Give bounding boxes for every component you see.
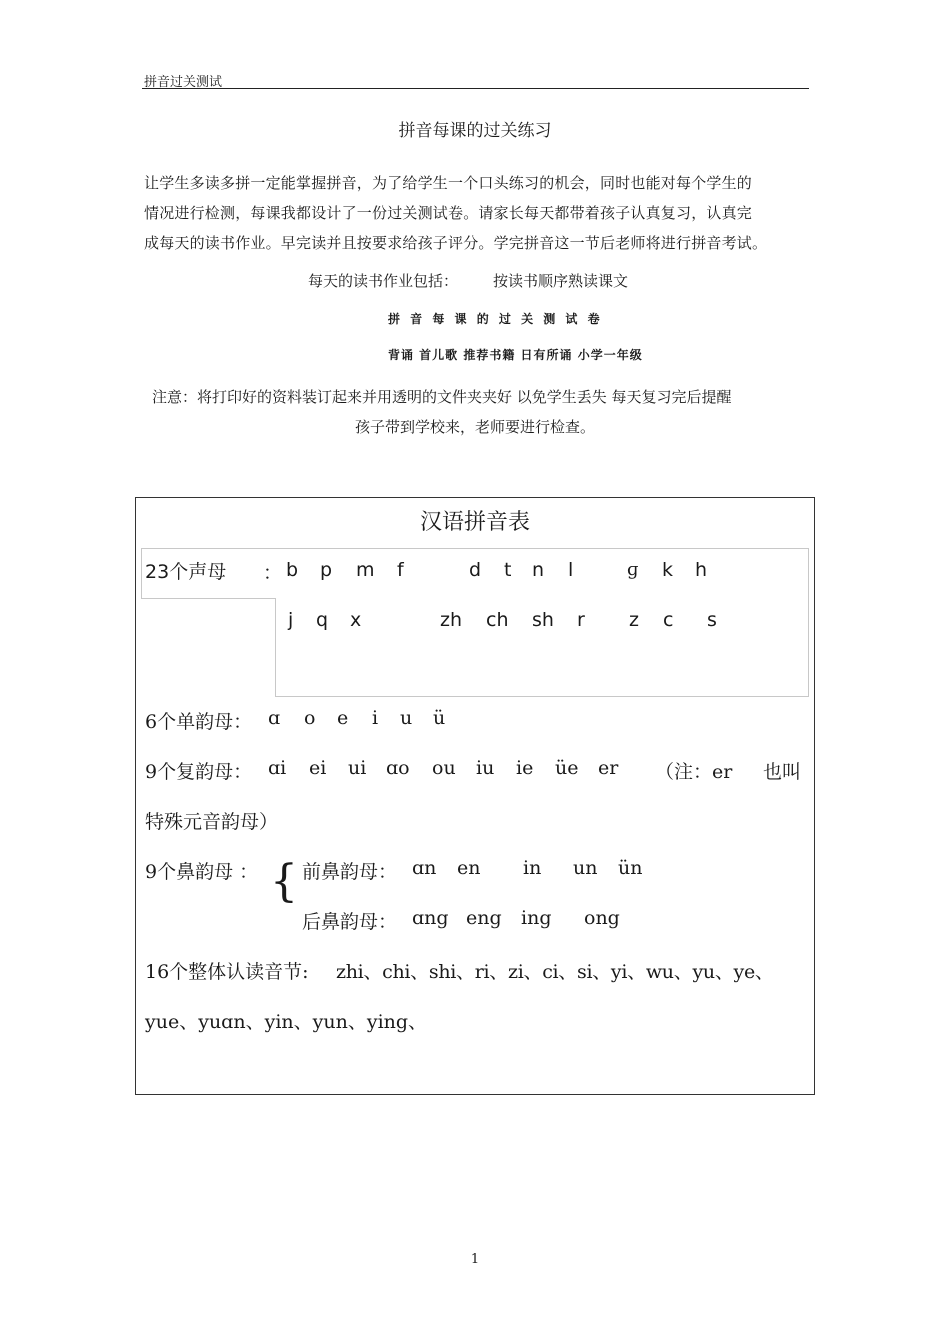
homework-label: 每天的读书作业包括： [308, 272, 459, 290]
back-nasal-ang: ɑng [412, 907, 449, 929]
initial-j: j [288, 609, 294, 631]
simple-final-o: o [304, 707, 316, 729]
initials-label-row [145, 557, 226, 584]
simple-final-e: e [337, 707, 349, 729]
compound-final-ui: ui [348, 757, 367, 779]
compound-final-ve: üe [555, 757, 579, 779]
initials-frame-step [141, 598, 275, 599]
front-nasal-vn: ün [618, 857, 643, 879]
initial-l: l [568, 559, 574, 581]
simple-final-v: ü [433, 707, 446, 729]
whole-syllables-label: 16个整体认读音节: [145, 961, 309, 983]
compound-final-ai: ɑi [268, 757, 287, 779]
compound-note-start: （注：er [655, 761, 733, 783]
compound-note-end: 特殊元音韵母） [145, 811, 279, 833]
initial-m: m [356, 559, 375, 581]
front-nasal-in: in [523, 857, 542, 879]
initials-count: 23 [145, 561, 170, 583]
intro-line-3: 成每天的读书作业。早完读并且按要求给孩子评分。学完拼音这一节后老师将进行拼音考试。 [144, 234, 768, 252]
initial-z: z [629, 609, 639, 631]
initial-ch: ch [486, 609, 509, 631]
initial-c: c [663, 609, 674, 631]
initial-g: ɡ [627, 559, 639, 580]
homework-item-2: 拼 音 每 课 的 过 关 测 试 卷 [388, 312, 603, 326]
homework-item-1: 按读书顺序熟读课文 [493, 272, 629, 290]
initial-n: n [532, 559, 545, 581]
initials-label-text: 个声母 [169, 561, 227, 583]
compound-final-er: er [598, 757, 619, 779]
nasal-finals-label: 9个鼻韵母 ： [145, 861, 259, 883]
initial-f: f [397, 559, 404, 581]
back-nasal-label: 后鼻韵母： [302, 911, 398, 933]
simple-final-u: u [400, 707, 413, 729]
note-line-1: 注意：将打印好的资料装订起来并用透明的文件夹夹好 以免学生丢失 每天复习完后提醒 [152, 388, 732, 406]
whole-syllables-line-1: zhi、chi、shi、ri、zi、ci、si、yi、wu、yu、ye、 [336, 961, 774, 983]
running-header: 拼音过关测试 [144, 75, 223, 90]
compound-final-ei: ei [309, 757, 327, 779]
front-nasal-un: un [573, 857, 598, 879]
initial-h: h [695, 559, 708, 581]
initial-zh: zh [440, 609, 463, 631]
initial-k: k [662, 559, 674, 581]
front-nasal-an: ɑn [412, 857, 437, 879]
back-nasal-ing: ing [521, 907, 552, 929]
initial-sh: sh [532, 609, 554, 631]
whole-syllables-line-2: yue、yuɑn、yin、yun、ying、 [145, 1011, 428, 1033]
initial-r: r [577, 609, 585, 631]
compound-final-iu: iu [476, 757, 495, 779]
initial-x: x [350, 609, 362, 631]
initials-colon: ： [263, 562, 283, 584]
initial-t: t [504, 559, 512, 581]
compound-final-ao: ɑo [386, 757, 410, 779]
compound-finals-label: 9个复韵母： [145, 761, 253, 783]
page-title: 拼音每课的过关练习 [398, 121, 552, 141]
homework-item-3: 背诵 首儿歌 推荐书籍 日有所诵 小学一年级 [388, 348, 643, 362]
intro-line-1: 让学生多读多拼一定能掌握拼音，为了给学生一个口头练习的机会，同时也能对每个学生的 [144, 174, 753, 192]
initial-d: d [469, 559, 482, 581]
back-nasal-ong: ong [584, 907, 620, 929]
simple-finals-label: 6个单韵母： [145, 711, 253, 733]
initial-s: s [707, 609, 717, 631]
table-title: 汉语拼音表 [419, 510, 530, 535]
compound-final-ie: ie [516, 757, 534, 779]
initial-p: p [320, 559, 333, 581]
simple-final-i: i [372, 707, 379, 729]
back-nasal-eng: eng [466, 907, 502, 929]
brace-icon: { [270, 856, 298, 907]
header-rule [142, 88, 809, 89]
front-nasal-en: en [457, 857, 481, 879]
intro-line-2: 情况进行检测，每课我都设计了一份过关测试卷。请家长每天都带着孩子认真复习，认真完 [144, 204, 753, 222]
initial-b: b [286, 559, 299, 581]
compound-final-ou: ou [432, 757, 456, 779]
initial-q: q [316, 609, 329, 631]
front-nasal-label: 前鼻韵母： [302, 861, 398, 883]
note-line-2: 孩子带到学校来，老师要进行检查。 [354, 418, 595, 436]
simple-final-a: ɑ [268, 707, 281, 729]
page-number: 1 [470, 1252, 480, 1267]
compound-note-mid: 也叫 [763, 761, 802, 783]
